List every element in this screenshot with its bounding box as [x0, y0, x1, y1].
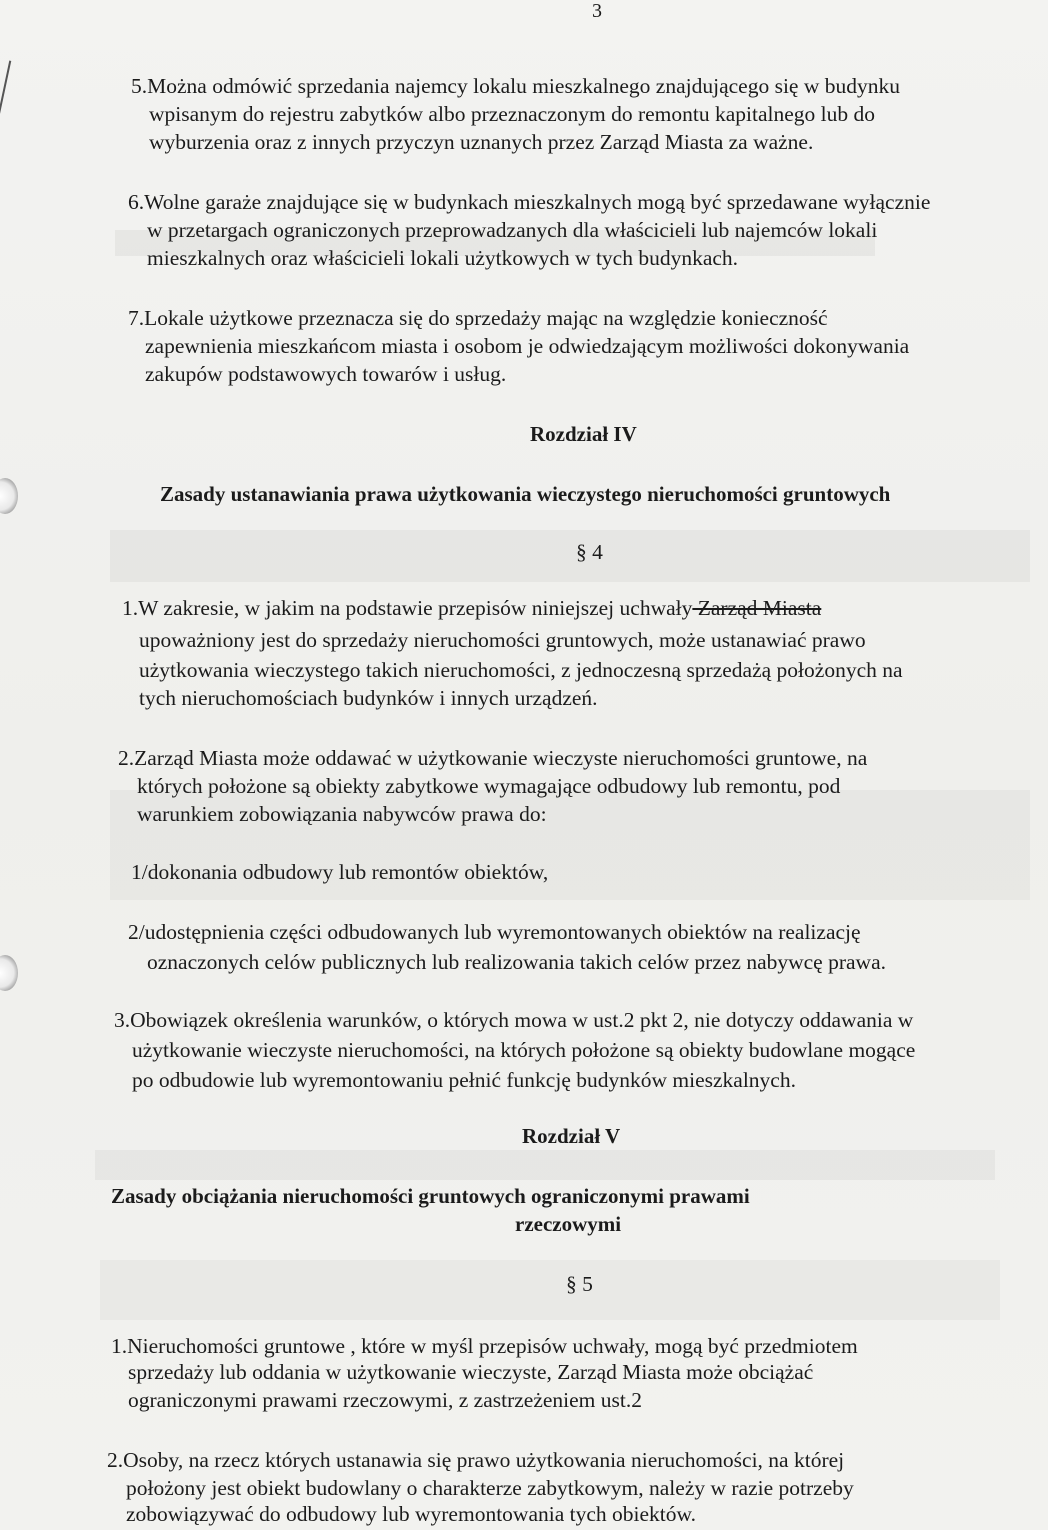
- s5-item1-line: 1.Nieruchomości gruntowe , które w myśl przepisów uchwały, mogą być przedmiotem: [111, 1334, 858, 1358]
- s4-item2-sub2-line: oznaczonych celów publicznych lub realizowania takich celów przez nabywcę prawa.: [147, 950, 886, 974]
- chapter-v-title-line: Zasady obciążania nieruchomości gruntowych ograniczonymi prawami: [111, 1184, 750, 1208]
- bleed-through-shadow: [95, 1150, 995, 1180]
- chapter-v-title-line: rzeczowymi: [515, 1212, 622, 1236]
- s4-item1-struck-text: Zarząd Miasta: [692, 596, 822, 620]
- scan-edge-mark: [0, 61, 11, 130]
- s4-item2-line: których położone są obiekty zabytkowe wymagające odbudowy lub remontu, pod: [137, 774, 841, 798]
- s4-item1-line1: [122, 594, 821, 622]
- s4-item3-line: użytkowanie wieczyste nieruchomości, na których położone są obiekty budowlane mogące: [132, 1038, 916, 1062]
- s4-item2-line: 2.Zarząd Miasta może oddawać w użytkowanie wieczyste nieruchomości gruntowe, na: [118, 746, 868, 770]
- s4-item1-line: upoważniony jest do sprzedaży nieruchomości gruntowych, może ustanawiać prawo: [139, 628, 866, 652]
- s4-item2-sub2-line: 2/udostępnienia części odbudowanych lub wyremontowanych obiektów na realizację: [128, 920, 861, 944]
- paragraph-6-line: 6.Wolne garaże znajdujące się w budynkach mieszkalnych mogą być sprzedawane wyłącznie: [128, 190, 931, 214]
- punch-hole: [0, 955, 18, 991]
- paragraph-5-line: wyburzenia oraz z innych przyczyn uznanych przez Zarząd Miasta za ważne.: [149, 130, 814, 154]
- s4-item3-line: 3.Obowiązek określenia warunków, o których mowa w ust.2 pkt 2, nie dotyczy oddawania w: [114, 1008, 914, 1032]
- s5-item1-line: ograniczonymi prawami rzeczowymi, z zastrzeżeniem ust.2: [128, 1388, 642, 1412]
- s5-item2-line: położony jest obiekt budowlany o charakterze zabytkowym, należy w razie potrzeby: [126, 1476, 854, 1500]
- s4-item2-line: warunkiem zobowiązania nabywców prawa do:: [137, 802, 547, 826]
- paragraph-6-line: mieszkalnych oraz właścicieli lokali użytkowych w tych budynkach.: [147, 246, 739, 270]
- paragraph-5-line: wpisanym do rejestru zabytków albo przeznaczonym do remontu kapitalnego lub do: [149, 102, 876, 126]
- s4-item1-line: użytkowania wieczystego takich nieruchomości, z jednoczesną sprzedażą położonych na: [139, 658, 903, 682]
- s5-item2-line: zobowiązywać do odbudowy lub wyremontowania tych obiektów.: [126, 1502, 697, 1526]
- punch-hole: [0, 478, 18, 514]
- chapter-iv-heading: Rozdział IV: [530, 422, 637, 446]
- s5-item1-line: sprzedaży lub oddania w użytkowanie wieczyste, Zarząd Miasta może obciążać: [128, 1360, 814, 1384]
- paragraph-7-line: 7.Lokale użytkowe przeznacza się do sprzedaży mając na względzie konieczność: [128, 306, 828, 330]
- bleed-through-shadow: [110, 530, 1030, 582]
- s4-item3-line: po odbudowie lub wyremontowaniu pełnić funkcję budynków mieszkalnych.: [132, 1068, 796, 1092]
- chapter-v-heading: Rozdział V: [522, 1124, 621, 1148]
- chapter-iv-title: Zasady ustanawiania prawa użytkowania wieczystego nieruchomości gruntowych: [160, 482, 891, 506]
- paragraph-7-line: zakupów podstawowych towarów i usług.: [145, 362, 507, 386]
- s4-item1-line: tych nieruchomościach budynków i innych urządzeń.: [139, 686, 598, 710]
- paragraph-7-line: zapewnienia mieszkańcom miasta i osobom je odwiedzającym możliwości dokonywania: [145, 334, 910, 358]
- page-number: 3: [592, 0, 602, 22]
- s5-item2-line: 2.Osoby, na rzecz których ustanawia się prawo użytkowania nieruchomości, na której: [107, 1448, 845, 1472]
- paragraph-5-line: 5.Można odmówić sprzedania najemcy lokalu mieszkalnego znajdującego się w budynku: [131, 74, 900, 98]
- paragraph-6-line: w przetargach ograniczonych przeprowadzanych dla właścicieli lub najemców lokali: [147, 218, 878, 242]
- section-4-mark: § 4: [576, 540, 603, 564]
- bleed-through-shadow: [100, 1260, 1000, 1320]
- s4-item2-sub1: 1/dokonania odbudowy lub remontów obiektów,: [131, 860, 549, 884]
- s4-item1-line1-text: 1.W zakresie, w jakim na podstawie przepisów niniejszej uchwały: [122, 596, 693, 620]
- section-5-mark: § 5: [566, 1272, 593, 1296]
